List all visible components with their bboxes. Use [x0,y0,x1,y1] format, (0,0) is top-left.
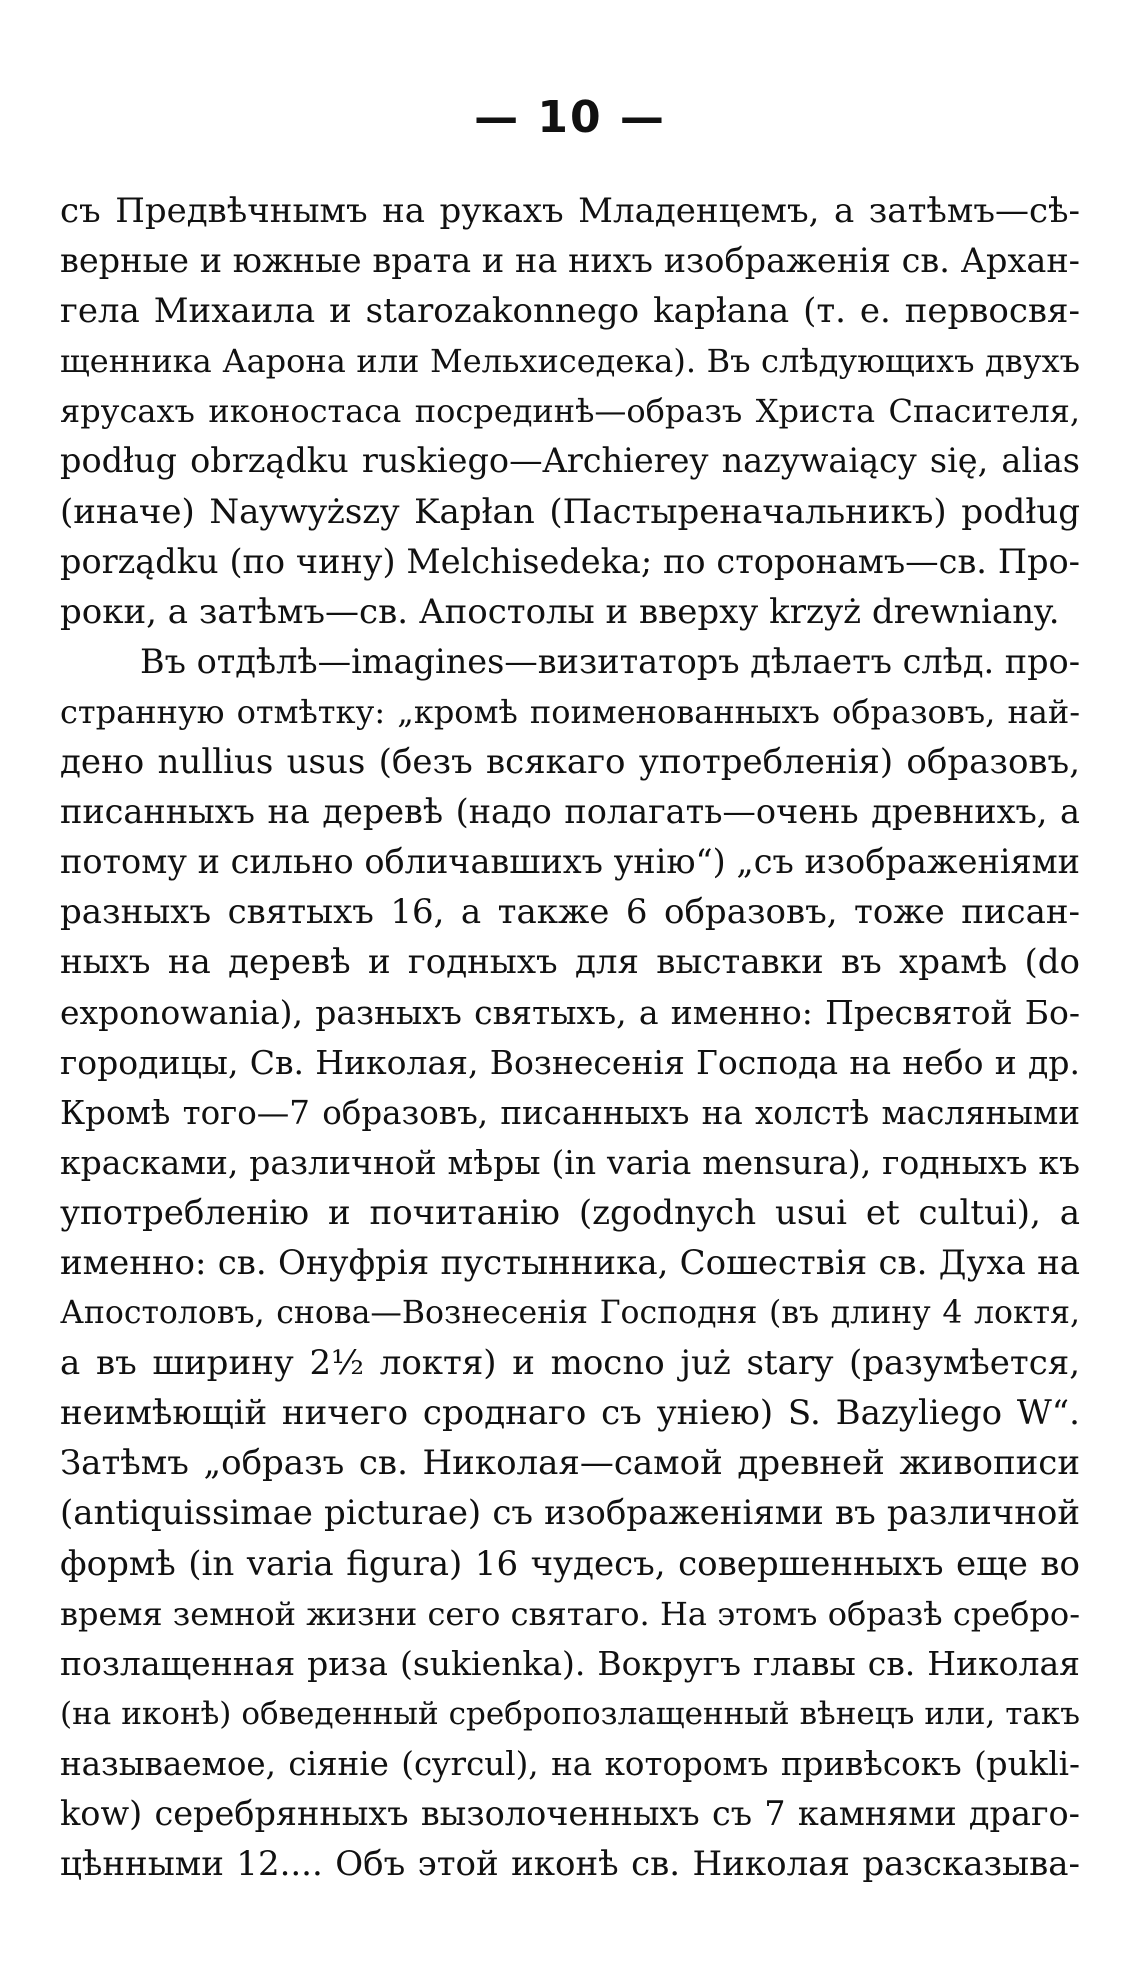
text-line: странную отмѣтку: „кромѣ поименованныхъ образовъ, най- [60,692,1080,731]
text-line: а въ ширину 2½ локтя) и mocno już stary (разумѣется, [60,1343,1080,1384]
text-line: верные и южные врата и на нихъ изображенія св. Архан- [60,241,1080,281]
text-line: съ Предвѣчнымъ на рукахъ Младенцемъ, а затѣмъ—сѣ- [60,191,1080,231]
text-line: Кромѣ того—7 образовъ, писанныхъ на холстѣ масляными [60,1093,1080,1132]
text-line: Затѣмъ „образъ св. Николая—самой древней живописи [60,1443,1080,1484]
text-line: гела Михаила и starozakonnego kapłana (т. е. первосвя- [60,291,1080,332]
text-line: именно: св. Онуфрія пустынника, Сошествія св. Духа на [60,1242,1080,1283]
page-number: — 10 — [474,92,666,143]
text-line: ныхъ на деревѣ и годныхъ для выставки въ храмѣ (do [60,942,1080,983]
text-line: дено nullius usus (безъ всякаго употребленія) образовъ, [60,742,1080,783]
text-line: kow) серебрянныхъ вызолоченныхъ съ 7 камнями драго- [60,1794,1080,1833]
text-line: красками, различной мѣры (in varia mensura), годныхъ къ [60,1142,1080,1182]
text-line: Апостоловъ, снова—Вознесенія Господня (въ длину 4 локтя, [60,1295,1080,1332]
text-line: exponowania), разныхъ святыхъ, а именно: Пресвятой Бо- [60,992,1080,1032]
text-line: употребленію и почитанію (zgodnych usui et cultui), а [60,1192,1080,1233]
text-line: porządku (по чину) Melchisedeka; по сторонамъ—св. Про- [60,541,1080,581]
text-line: щенника Аарона или Мельхиседека). Въ слѣдующихъ двухъ [60,342,1080,381]
paragraph-start-line: Въ отдѣлѣ—imagines—визитаторъ дѣлаетъ слѣд. про- [140,641,1080,681]
text-line: роки, а затѣмъ—св. Апостолы и вверху krzyż drewniany. [60,591,1060,632]
text-line: неимѣющій ничего сроднаго съ уніею) S. Bazyliego W“. [60,1393,1080,1434]
text-line: формѣ (in varia figura) 16 чудесъ, совершенныхъ еще во [60,1543,1080,1584]
text-line: время земной жизни сего святаго. На этомъ образѣ сребро- [60,1594,1080,1633]
text-line: потому и сильно обличавшихъ унію“) „съ изображеніями [60,842,1080,882]
text-line: (на иконѣ) обведенный сребропозлащенный вѣнецъ или, такъ [60,1695,1080,1732]
text-line: ярусахъ иконостаса посрединѣ—образъ Христа Спасителя, [60,392,1080,431]
text-line: позлащенная риза (sukienka). Вокругъ главы св. Николая [60,1643,1080,1683]
text-line: podług obrządku ruskiego—Archierey nazywaiący się, alias [60,441,1080,481]
body-text [60,186,1080,1889]
text-line: писанныхъ на деревѣ (надо полагать—очень древнихъ, а [60,792,1080,832]
text-line: (иначе) Naywyższy Kapłan (Пастыреначальникъ) podług [60,491,1080,532]
text-line: (antiquissimae picturae) съ изображеніями въ различной [60,1493,1080,1534]
text-line: городицы, Св. Николая, Вознесенія Господа на небо и др. [60,1042,1080,1082]
text-line: разныхъ святыхъ 16, а также 6 образовъ, тоже писан- [60,892,1080,933]
text-line: цѣнными 12.... Объ этой иконѣ св. Николая разсказыва- [60,1844,1080,1885]
text-line: называемое, сіяніе (cyrcul), на которомъ привѣсокъ (pukli- [60,1744,1080,1783]
